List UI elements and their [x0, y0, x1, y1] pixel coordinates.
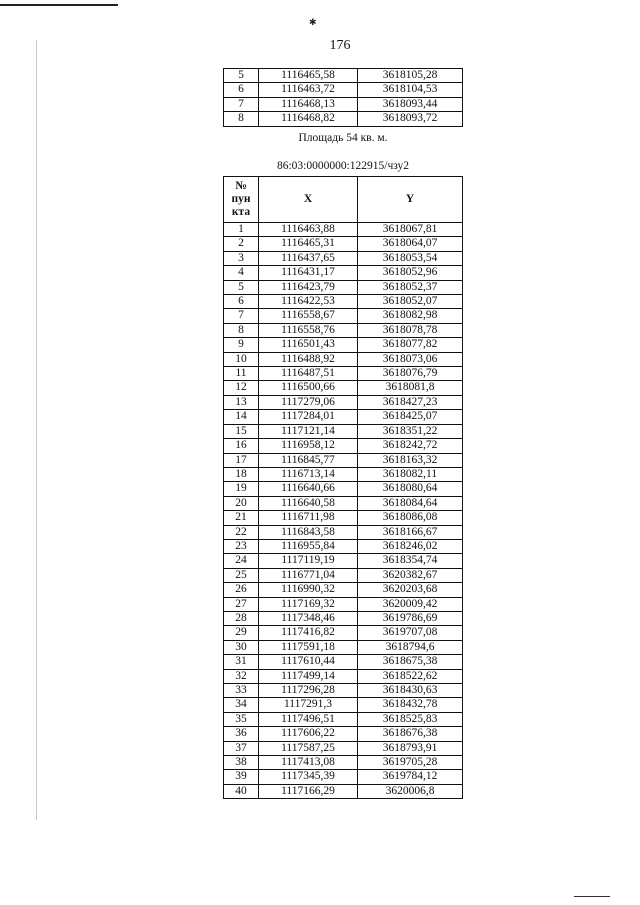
cell-point-number: 27: [224, 597, 259, 611]
cell-x: 1116711,98: [259, 511, 358, 525]
cell-x: 1116468,13: [259, 97, 358, 111]
cell-y: 3618166,67: [358, 525, 463, 539]
table-row: [224, 511, 463, 525]
cell-point-number: 13: [224, 395, 259, 409]
cell-point-number: 7: [224, 309, 259, 323]
cell-y: 3618076,79: [358, 367, 463, 381]
cell-y: 3618522,62: [358, 669, 463, 683]
table-row: [224, 770, 463, 784]
cell-y: 3618084,64: [358, 496, 463, 510]
table-header-row: [224, 177, 463, 223]
area-caption: Площадь 54 кв. м.: [298, 132, 388, 144]
cell-y: 3618064,07: [358, 237, 463, 251]
cell-point-number: 24: [224, 554, 259, 568]
cell-y: 3618093,72: [358, 112, 463, 126]
cell-point-number: 6: [224, 83, 259, 97]
table-row: [224, 295, 463, 309]
cell-point-number: 8: [224, 323, 259, 337]
cell-y: 3619707,08: [358, 626, 463, 640]
coordinates-table: [223, 176, 463, 799]
cell-point-number: 23: [224, 539, 259, 553]
table-row: [224, 784, 463, 798]
cell-y: 3620382,67: [358, 568, 463, 582]
page-number: 176: [329, 38, 351, 53]
cell-point-number: 18: [224, 467, 259, 481]
cell-x: 1116465,31: [259, 237, 358, 251]
column-header-point-number: [224, 177, 259, 223]
cell-y: 3618081,8: [358, 381, 463, 395]
cell-x: 1116843,58: [259, 525, 358, 539]
table-row: [224, 352, 463, 366]
cell-y: 3620009,42: [358, 597, 463, 611]
table-row: [224, 309, 463, 323]
column-header-y: Y: [358, 177, 463, 223]
cell-point-number: 17: [224, 453, 259, 467]
cell-point-number: 19: [224, 482, 259, 496]
cadastral-number-caption: 86:03:0000000:122915/чзу2: [276, 160, 410, 172]
table-row: [224, 453, 463, 467]
cell-x: 1116558,67: [259, 309, 358, 323]
cell-point-number: 30: [224, 640, 259, 654]
cell-y: 3620203,68: [358, 583, 463, 597]
table-row: [224, 367, 463, 381]
table-row: [224, 280, 463, 294]
cell-y: 3618082,11: [358, 467, 463, 481]
cell-x: 1117348,46: [259, 611, 358, 625]
cell-y: 3618432,78: [358, 698, 463, 712]
cell-y: 3618246,02: [358, 539, 463, 553]
cell-point-number: 5: [224, 69, 259, 83]
cell-point-number: 26: [224, 583, 259, 597]
column-header-point-number-label: № пун кта: [231, 180, 251, 218]
cell-x: 1117169,32: [259, 597, 358, 611]
cell-x: 1116713,14: [259, 467, 358, 481]
cell-x: 1116465,58: [259, 69, 358, 83]
cell-point-number: 4: [224, 266, 259, 280]
cell-y: 3619784,12: [358, 770, 463, 784]
table-row: [224, 568, 463, 582]
cell-point-number: 36: [224, 727, 259, 741]
table-row: [224, 69, 463, 83]
cell-y: 3618354,74: [358, 554, 463, 568]
cell-y: 3618082,98: [358, 309, 463, 323]
table-row: [224, 266, 463, 280]
cell-y: 3618430,63: [358, 684, 463, 698]
cell-y: 3618104,53: [358, 83, 463, 97]
table-row: [224, 554, 463, 568]
cell-x: 1117496,51: [259, 712, 358, 726]
column-header-x: X: [259, 177, 358, 223]
cell-y: 3618105,28: [358, 69, 463, 83]
table-row: [224, 237, 463, 251]
table-row: [224, 539, 463, 553]
scan-artifact-line: [0, 4, 118, 6]
cell-x: 1116958,12: [259, 439, 358, 453]
cell-point-number: 35: [224, 712, 259, 726]
cell-y: 3618067,81: [358, 223, 463, 237]
cell-x: 1116422,53: [259, 295, 358, 309]
cell-x: 1117606,22: [259, 727, 358, 741]
table-row: [224, 525, 463, 539]
cell-point-number: 40: [224, 784, 259, 798]
cell-y: 3618525,83: [358, 712, 463, 726]
table-row: [224, 597, 463, 611]
cell-point-number: 1: [224, 223, 259, 237]
cell-point-number: 39: [224, 770, 259, 784]
cell-y: 3618351,22: [358, 424, 463, 438]
table-row: [224, 698, 463, 712]
table-row: [224, 741, 463, 755]
cell-x: 1117610,44: [259, 655, 358, 669]
cell-point-number: 38: [224, 756, 259, 770]
cell-y: 3618053,54: [358, 251, 463, 265]
table-row: [224, 655, 463, 669]
cell-x: 1116955,84: [259, 539, 358, 553]
cell-x: 1116487,51: [259, 367, 358, 381]
table-row: [224, 712, 463, 726]
cell-point-number: 14: [224, 410, 259, 424]
cell-x: 1117284,01: [259, 410, 358, 424]
cell-y: 3619786,69: [358, 611, 463, 625]
cell-point-number: 21: [224, 511, 259, 525]
cell-x: 1116437,65: [259, 251, 358, 265]
cell-y: 3618077,82: [358, 338, 463, 352]
table-row: [224, 583, 463, 597]
table-row: [224, 223, 463, 237]
cell-x: 1117296,28: [259, 684, 358, 698]
cell-y: 3618078,78: [358, 323, 463, 337]
cell-point-number: 29: [224, 626, 259, 640]
table-row: [224, 410, 463, 424]
cell-x: 1116990,32: [259, 583, 358, 597]
cell-x: 1116501,43: [259, 338, 358, 352]
cell-y: 3618425,07: [358, 410, 463, 424]
cell-point-number: 32: [224, 669, 259, 683]
table-row: [224, 381, 463, 395]
cell-x: 1116468,82: [259, 112, 358, 126]
cell-y: 3618427,23: [358, 395, 463, 409]
scan-artifact-mark: ✱: [309, 17, 317, 27]
table-row: [224, 467, 463, 481]
table-row: [224, 251, 463, 265]
cell-x: 1117166,29: [259, 784, 358, 798]
cell-point-number: 12: [224, 381, 259, 395]
coordinates-table-continued: [223, 68, 463, 127]
cell-x: 1116558,76: [259, 323, 358, 337]
cell-x: 1116500,66: [259, 381, 358, 395]
cell-x: 1117413,08: [259, 756, 358, 770]
cell-point-number: 25: [224, 568, 259, 582]
cell-y: 3618093,44: [358, 97, 463, 111]
cell-y: 3618794,6: [358, 640, 463, 654]
cell-y: 3618052,96: [358, 266, 463, 280]
cell-point-number: 9: [224, 338, 259, 352]
table-row: [224, 338, 463, 352]
cell-y: 3618163,32: [358, 453, 463, 467]
cell-x: 1117121,14: [259, 424, 358, 438]
table-row: [224, 439, 463, 453]
cell-x: 1116431,17: [259, 266, 358, 280]
cell-point-number: 37: [224, 741, 259, 755]
scan-artifact-margin-line: [36, 40, 37, 820]
table-row: [224, 83, 463, 97]
cell-y: 3619705,28: [358, 756, 463, 770]
cell-x: 1117119,19: [259, 554, 358, 568]
table-row: [224, 97, 463, 111]
table-row: [224, 727, 463, 741]
cell-point-number: 28: [224, 611, 259, 625]
cell-y: 3618052,37: [358, 280, 463, 294]
cell-x: 1117587,25: [259, 741, 358, 755]
cell-x: 1116640,66: [259, 482, 358, 496]
cell-y: 3618793,91: [358, 741, 463, 755]
cell-point-number: 15: [224, 424, 259, 438]
table-row: [224, 611, 463, 625]
cell-point-number: 31: [224, 655, 259, 669]
cell-x: 1117416,82: [259, 626, 358, 640]
cell-point-number: 6: [224, 295, 259, 309]
cell-x: 1116488,92: [259, 352, 358, 366]
cell-y: 3620006,8: [358, 784, 463, 798]
table-row: [224, 112, 463, 126]
cell-y: 3618242,72: [358, 439, 463, 453]
cell-y: 3618073,06: [358, 352, 463, 366]
cell-point-number: 10: [224, 352, 259, 366]
table-row: [224, 684, 463, 698]
cell-y: 3618086,08: [358, 511, 463, 525]
cell-x: 1116463,72: [259, 83, 358, 97]
cell-x: 1117591,18: [259, 640, 358, 654]
cell-point-number: 5: [224, 280, 259, 294]
cell-x: 1116423,79: [259, 280, 358, 294]
table-row: [224, 640, 463, 654]
cell-x: 1116845,77: [259, 453, 358, 467]
table-row: [224, 323, 463, 337]
table-row: [224, 424, 463, 438]
table-row: [224, 482, 463, 496]
cell-x: 1117291,3: [259, 698, 358, 712]
cell-x: 1116463,88: [259, 223, 358, 237]
cell-point-number: 3: [224, 251, 259, 265]
table-row: [224, 395, 463, 409]
cell-point-number: 8: [224, 112, 259, 126]
cell-point-number: 2: [224, 237, 259, 251]
cell-point-number: 33: [224, 684, 259, 698]
cell-y: 3618080,64: [358, 482, 463, 496]
table-row: [224, 496, 463, 510]
cell-point-number: 7: [224, 97, 259, 111]
cell-point-number: 11: [224, 367, 259, 381]
cell-point-number: 22: [224, 525, 259, 539]
cell-point-number: 20: [224, 496, 259, 510]
cell-y: 3618675,38: [358, 655, 463, 669]
cell-x: 1116640,58: [259, 496, 358, 510]
cell-x: 1117279,06: [259, 395, 358, 409]
cell-x: 1117345,39: [259, 770, 358, 784]
cell-x: 1116771,04: [259, 568, 358, 582]
table-row: [224, 626, 463, 640]
table-row: [224, 756, 463, 770]
cell-y: 3618676,38: [358, 727, 463, 741]
cell-y: 3618052,07: [358, 295, 463, 309]
cell-point-number: 16: [224, 439, 259, 453]
cell-point-number: 34: [224, 698, 259, 712]
cell-x: 1117499,14: [259, 669, 358, 683]
scan-artifact-corner: [574, 896, 610, 897]
table-row: [224, 669, 463, 683]
